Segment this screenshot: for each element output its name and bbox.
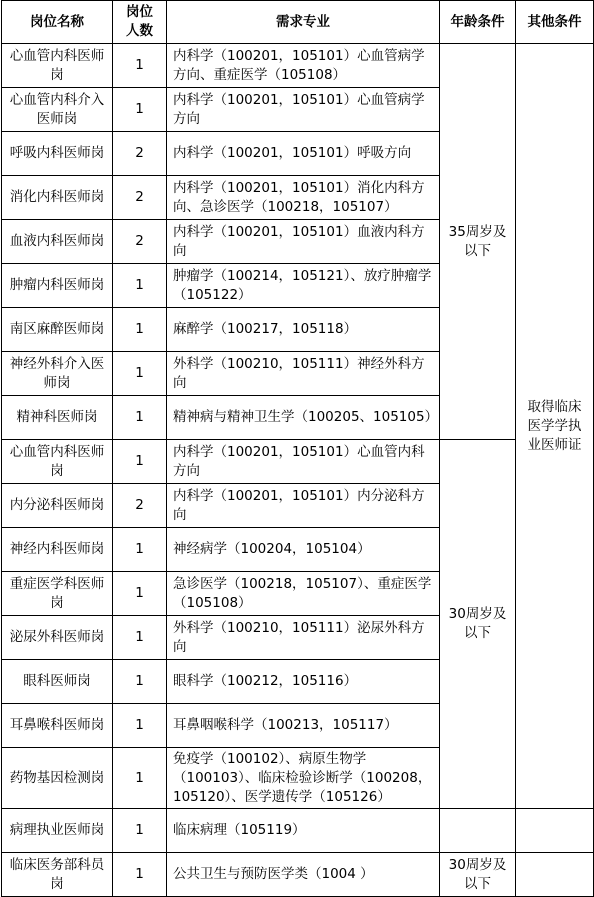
position-major: 外科学（100210，105111）神经外科方向 — [167, 352, 440, 396]
position-count: 1 — [113, 264, 167, 308]
position-major: 麻醉学（100217，105118） — [167, 308, 440, 352]
position-major: 内科学（100201，105101）心血管病学方向、重症医学（105108） — [167, 44, 440, 88]
position-count: 1 — [113, 748, 167, 809]
position-count: 1 — [113, 440, 167, 484]
position-name: 内分泌科医师岗 — [2, 484, 113, 528]
table-row — [2, 853, 594, 897]
position-major: 耳鼻咽喉科学（100213，105117） — [167, 704, 440, 748]
position-count: 1 — [113, 660, 167, 704]
position-major: 精神病与精神卫生学（100205、105105） — [167, 396, 440, 440]
header-position-name: 岗位名称 — [2, 1, 113, 44]
table-row — [2, 440, 594, 484]
position-count: 1 — [113, 704, 167, 748]
header-major: 需求专业 — [167, 1, 440, 44]
position-name: 病理执业医师岗 — [2, 809, 113, 853]
age-condition: 30周岁及以下 — [440, 853, 516, 897]
position-major: 外科学（100210，105111）泌尿外科方向 — [167, 616, 440, 660]
position-major: 急诊医学（100218，105107）、重症医学（105108） — [167, 572, 440, 616]
position-count: 1 — [113, 528, 167, 572]
table-row — [2, 809, 594, 853]
position-name: 神经内科医师岗 — [2, 528, 113, 572]
position-count: 1 — [113, 88, 167, 132]
header-position-count: 岗位人数 — [113, 1, 167, 44]
header-row — [2, 1, 594, 44]
recruitment-table — [1, 0, 594, 897]
table-row — [2, 44, 594, 88]
position-major: 内科学（100201，105101）消化内科方向、急诊医学（100218，105107） — [167, 176, 440, 220]
position-name: 药物基因检测岗 — [2, 748, 113, 809]
position-name: 泌尿外科医师岗 — [2, 616, 113, 660]
position-name: 血液内科医师岗 — [2, 220, 113, 264]
position-count: 2 — [113, 484, 167, 528]
empty-cell — [440, 809, 516, 853]
other-condition: 取得临床医学学执业医师证 — [516, 44, 594, 809]
position-name: 呼吸内科医师岗 — [2, 132, 113, 176]
position-name: 消化内科医师岗 — [2, 176, 113, 220]
position-major: 内科学（100201，105101）内分泌科方向 — [167, 484, 440, 528]
position-name: 临床医务部科员岗 — [2, 853, 113, 897]
position-name: 肿瘤内科医师岗 — [2, 264, 113, 308]
position-major: 临床病理（105119） — [167, 809, 440, 853]
position-major: 免疫学（100102）、病原生物学（100103）、临床检验诊断学（100208，105120）、医学遗传学（105126） — [167, 748, 440, 809]
position-name: 精神科医师岗 — [2, 396, 113, 440]
position-major: 内科学（100201，105101）呼吸方向 — [167, 132, 440, 176]
age-condition: 35周岁及以下 — [440, 44, 516, 440]
position-name: 心血管内科医师岗 — [2, 440, 113, 484]
age-condition: 30周岁及以下 — [440, 440, 516, 809]
position-count: 1 — [113, 809, 167, 853]
position-count: 1 — [113, 853, 167, 897]
empty-cell — [516, 809, 594, 853]
position-name: 神经外科介入医师岗 — [2, 352, 113, 396]
position-major: 肿瘤学（100214，105121）、放疗肿瘤学（105122） — [167, 264, 440, 308]
position-name: 耳鼻喉科医师岗 — [2, 704, 113, 748]
position-name: 重症医学科医师岗 — [2, 572, 113, 616]
position-count: 2 — [113, 220, 167, 264]
position-count: 2 — [113, 176, 167, 220]
empty-cell — [516, 853, 594, 897]
header-other: 其他条件 — [516, 1, 594, 44]
position-major: 眼科学（100212，105116） — [167, 660, 440, 704]
position-name: 南区麻醉医师岗 — [2, 308, 113, 352]
position-major: 神经病学（100204，105104） — [167, 528, 440, 572]
position-count: 1 — [113, 616, 167, 660]
position-major: 内科学（100201，105101）心血管病学方向 — [167, 88, 440, 132]
position-major: 公共卫生与预防医学类（1004 ） — [167, 853, 440, 897]
position-name: 心血管内科医师岗 — [2, 44, 113, 88]
position-count: 1 — [113, 308, 167, 352]
position-count: 1 — [113, 44, 167, 88]
header-age: 年龄条件 — [440, 1, 516, 44]
position-name: 眼科医师岗 — [2, 660, 113, 704]
position-count: 1 — [113, 572, 167, 616]
position-name: 心血管内科介入医师岗 — [2, 88, 113, 132]
position-count: 2 — [113, 132, 167, 176]
position-major: 内科学（100201，105101）血液内科方向 — [167, 220, 440, 264]
position-count: 1 — [113, 352, 167, 396]
position-count: 1 — [113, 396, 167, 440]
position-major: 内科学（100201，105101）心血管内科方向 — [167, 440, 440, 484]
